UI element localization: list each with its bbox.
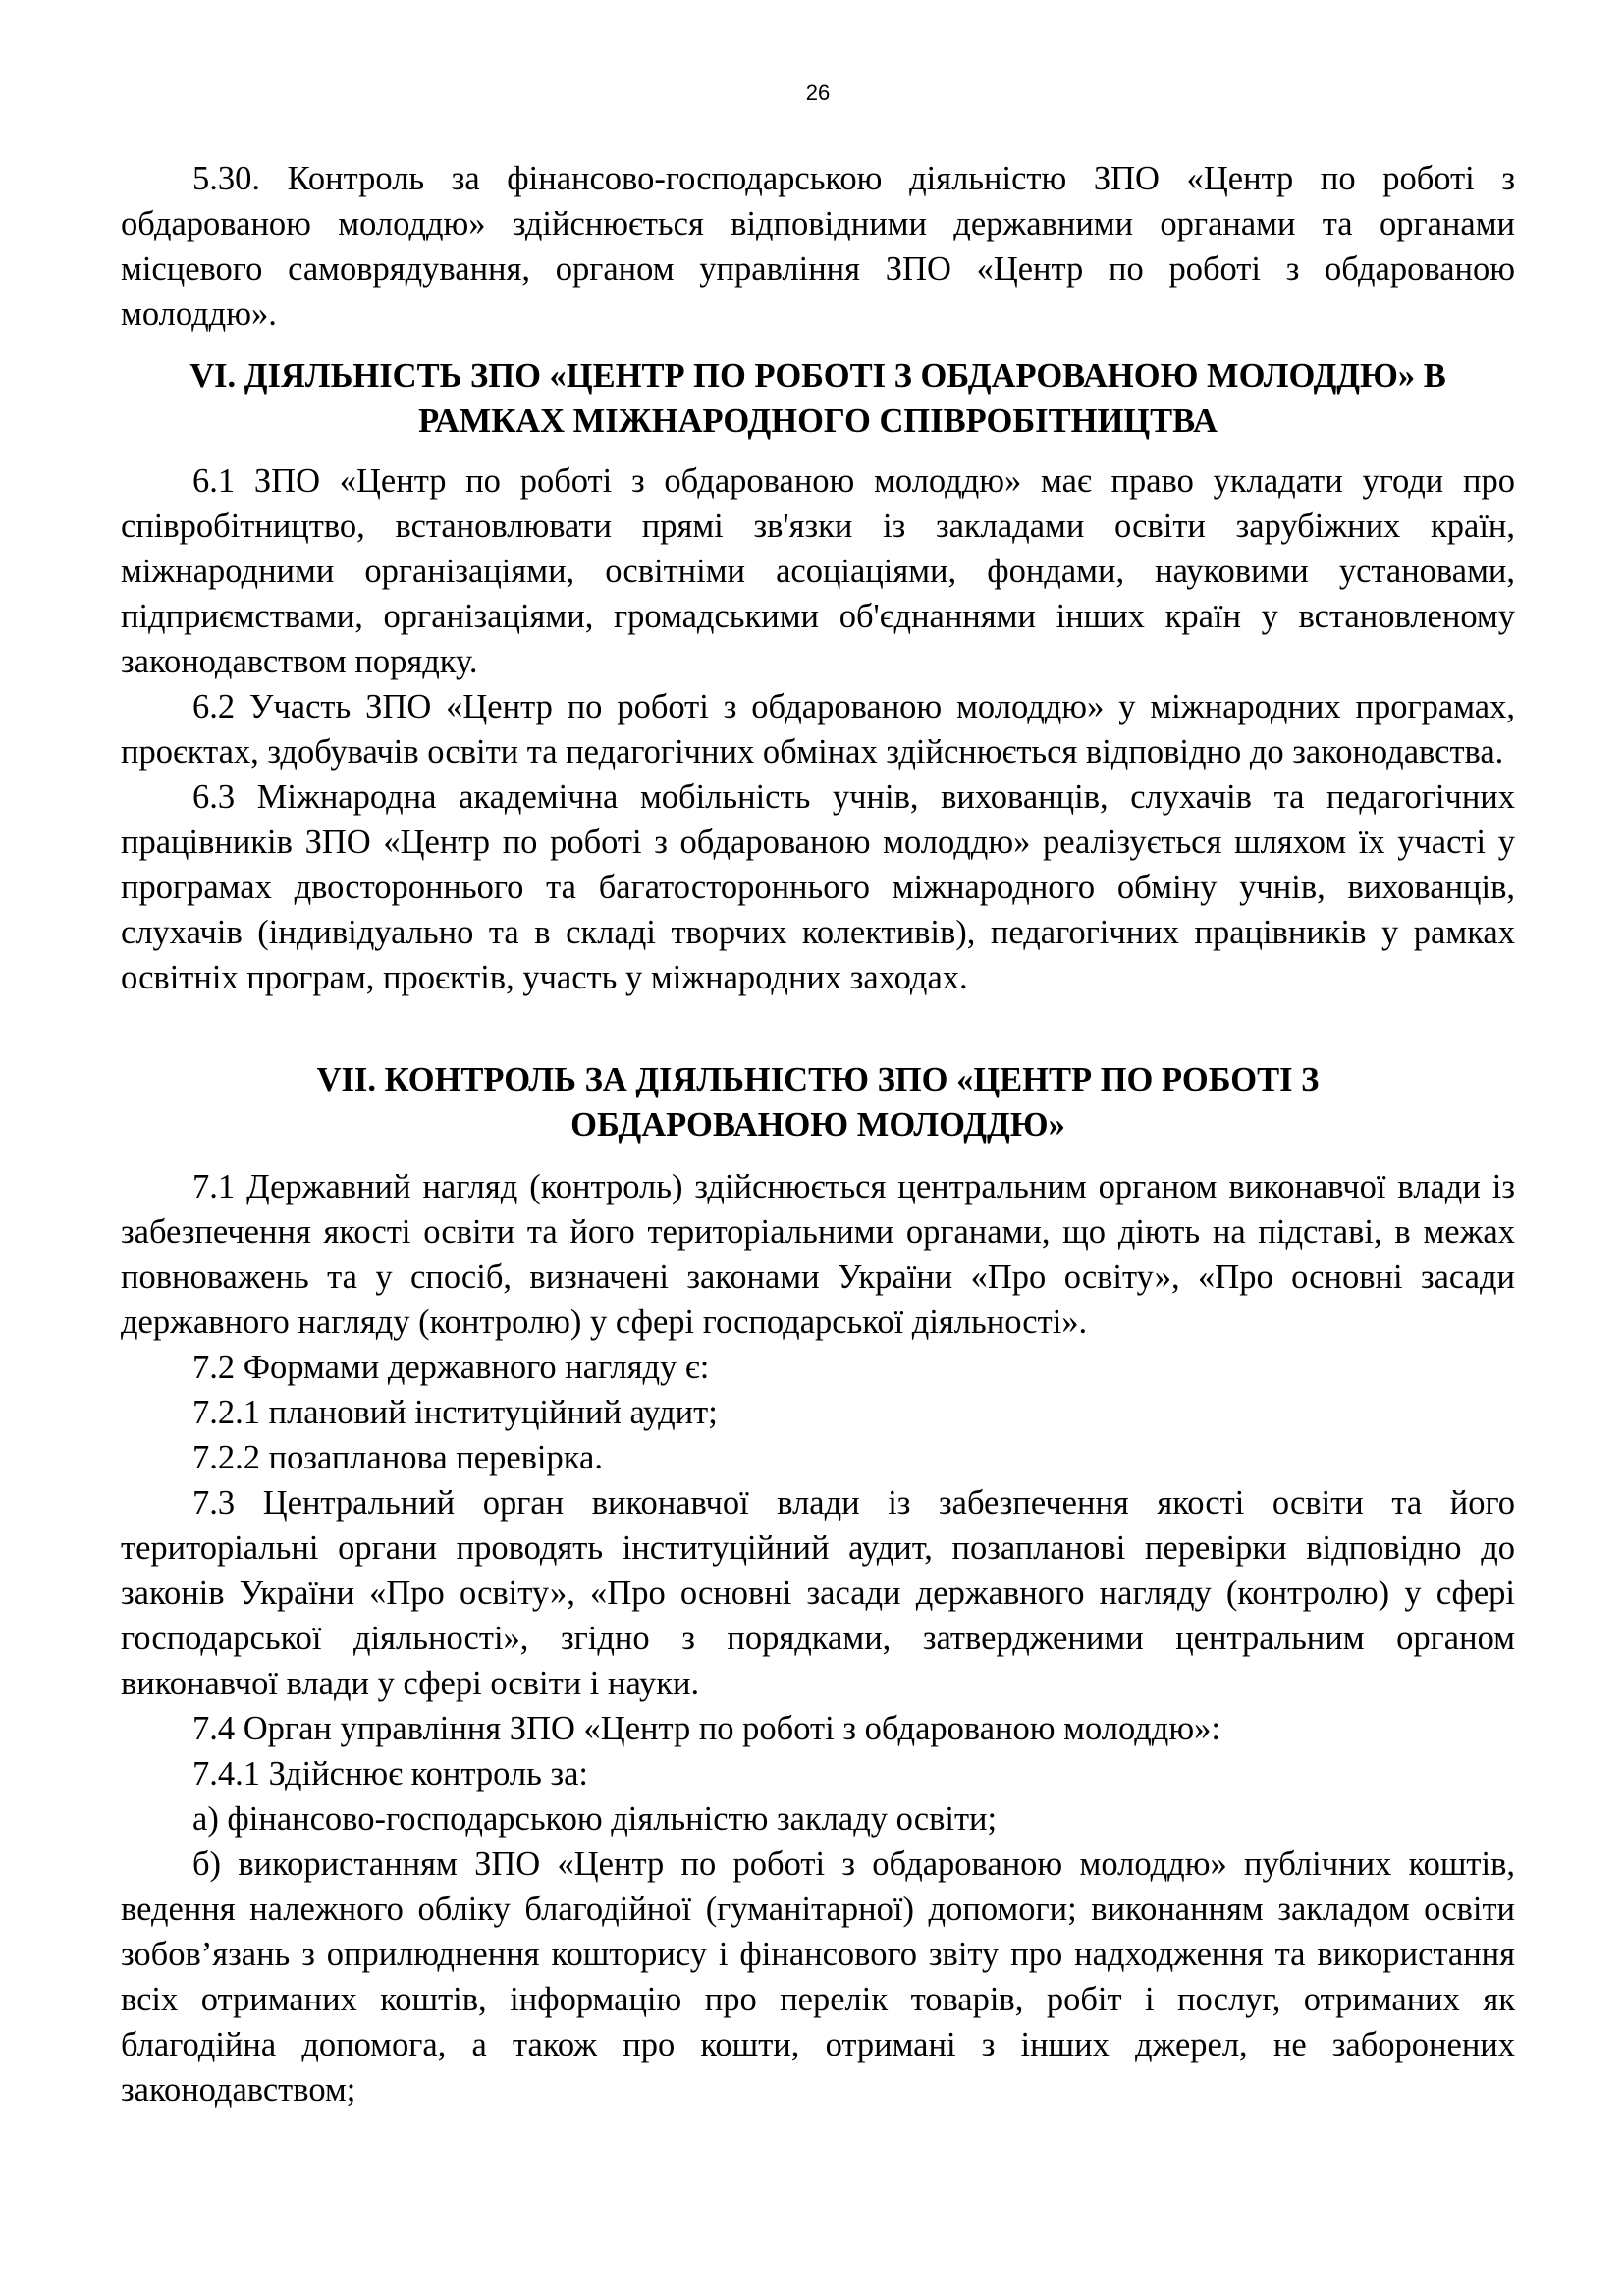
section-heading-6-line-1: VI. ДІЯЛЬНІСТЬ ЗПО «ЦЕНТР ПО РОБОТІ З ОБДАРОВАНОЮ МОЛОДДЮ» В xyxy=(189,357,1446,395)
document-body xyxy=(121,156,1515,2112)
paragraph-7-2: 7.2 Формами державного нагляду є: xyxy=(192,1349,710,1386)
paragraph-7-4-1: 7.4.1 Здійснює контроль за: xyxy=(192,1755,588,1792)
paragraph-7-3: 7.3 Центральний орган виконавчої влади із забезпечення якості освіти та його територіальні органи проводять інституційний аудит, позапланові перевірки відповідно до законів України «Про освіту», «Про основні засади державного нагляду (контролю) у сфері господарської діяльності», згідно з порядками, затвердженими центральним органом виконавчої влади у сфері освіти і науки. xyxy=(121,1484,1515,1702)
paragraph-7-4: 7.4 Орган управління ЗПО «Центр по роботі з обдарованою молоддю»: xyxy=(192,1710,1220,1747)
document-page xyxy=(121,0,1515,2296)
section-heading-7 xyxy=(121,1057,1515,1148)
paragraph-5-30: 5.30. Контроль за фінансово-господарською діяльністю ЗПО «Центр по роботі з обдарованою молоддю» здійснюється відповідними державними органами та органами місцевого самоврядування, органом управління ЗПО «Центр по роботі з обдарованою молоддю». xyxy=(121,160,1515,333)
section-heading-6 xyxy=(121,353,1515,444)
section-heading-6-line-2: РАМКАХ МІЖНАРОДНОГО СПІВРОБІТНИЦТВА xyxy=(418,402,1218,440)
paragraph-6-1: 6.1 ЗПО «Центр по роботі з обдарованою молоддю» має право укладати угоди про співробітництво, встановлювати прямі зв'язки із закладами освіти зарубіжних країн, міжнародними організаціями, освітніми асоціаціями, фондами, науковими установами, підприємствами, організаціями, громадськими об'єднаннями інших країн у встановленому законодавством порядку. xyxy=(121,462,1515,680)
paragraph-7-4-1-b: б) використанням ЗПО «Центр по роботі з обдарованою молоддю» публічних коштів, ведення належного обліку благодійної (гуманітарної) допомоги; виконанням закладом освіти зобов’язань з оприлюднення кошторису і фінансового звіту про надходження та використання всіх отриманих коштів, інформацію про перелік товарів, робіт і послуг, отриманих як благодійна допомога, а також про кошти, отримані з інших джерел, не заборонених законодавством; xyxy=(121,1845,1515,2109)
paragraph-7-2-1: 7.2.1 плановий інституційний аудит; xyxy=(192,1394,718,1431)
paragraph-7-4-1-a: а) фінансово-господарською діяльністю закладу освіти; xyxy=(192,1800,998,1838)
page-number: 26 xyxy=(805,80,831,105)
section-heading-7-line-2: ОБДАРОВАНОЮ МОЛОДДЮ» xyxy=(570,1106,1065,1144)
paragraph-7-2-2: 7.2.2 позапланова перевірка. xyxy=(192,1439,603,1476)
section-heading-7-line-1: VII. КОНТРОЛЬ ЗА ДІЯЛЬНІСТЮ ЗПО «ЦЕНТР ПО РОБОТІ З xyxy=(316,1061,1320,1098)
paragraph-6-3: 6.3 Міжнародна академічна мобільність учнів, вихованців, слухачів та педагогічних працівників ЗПО «Центр по роботі з обдарованою молоддю» реалізується шляхом їх участі у програмах двостороннього та багатостороннього міжнародного обміну учнів, вихованців, слухачів (індивідуально та в складі творчих колективів), педагогічних працівників у рамках освітніх програм, проєктів, участь у міжнародних заходах. xyxy=(121,778,1515,996)
paragraph-6-2: 6.2 Участь ЗПО «Центр по роботі з обдарованою молоддю» у міжнародних програмах, проєктах, здобувачів освіти та педагогічних обмінах здійснюється відповідно до законодавства. xyxy=(121,688,1515,771)
paragraph-7-1: 7.1 Державний нагляд (контроль) здійснюється центральним органом виконавчої влади із забезпечення якості освіти та його територіальними органами, що діють на підставі, в межах повноважень та у спосіб, визначені законами України «Про освіту», «Про основні засади державного нагляду (контролю) у сфері господарської діяльності». xyxy=(121,1168,1515,1341)
